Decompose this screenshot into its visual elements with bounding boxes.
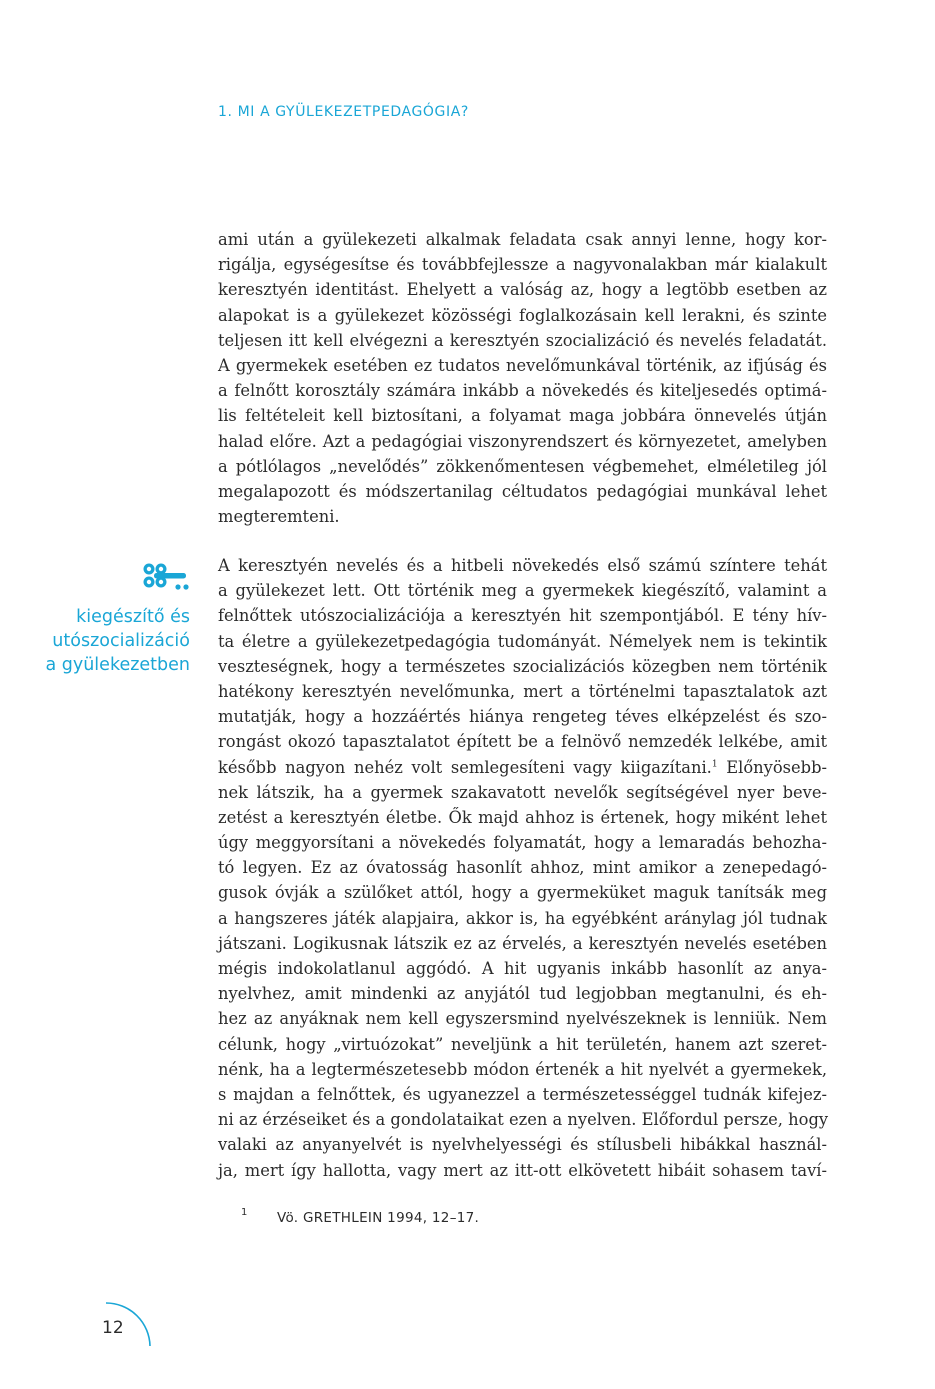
text-line: ta életre a gyülekezetpedagógia tudományát. Némelyek nem is tekintik — [218, 631, 827, 651]
text-line: felnőttek utószocializációja a keresztyén hit szempontjából. E tény hív- — [218, 606, 827, 626]
footnote-text: Vö. GRETHLEIN 1994, 12–17. — [277, 1210, 480, 1226]
text-line: rigálja, egységesítse és továbbfejlessze a nagyvonalakban már kialakult — [218, 255, 827, 275]
margin-note-line: utószocializáció — [52, 631, 190, 651]
text-line: hatékony keresztyén nevelőmunka, mert a történelmi tapasztalatok azt — [218, 681, 827, 701]
text-line: a felnőtt korosztály számára inkább a növekedés és kiteljesedés optimá- — [218, 381, 827, 401]
paragraph-2 — [218, 553, 827, 1183]
text-line: veszteségnek, hogy a természetes szocializációs közegben nem történik — [218, 656, 827, 676]
text-line: ja, mert így hallotta, vagy mert az itt-ott elkövetett hibáit sohasem taví- — [218, 1160, 827, 1180]
footnote-number: 1 — [241, 1207, 248, 1218]
text-line: célunk, hogy „virtuózokat” neveljünk a hit területén, hanem azt szeret- — [218, 1034, 827, 1054]
footnote-reference[interactable]: 1 — [711, 759, 718, 770]
text-line: a gyülekezet lett. Ott történik meg a gyermekek kiegészítő, valamint a — [218, 581, 827, 601]
text-line: rongást okozó tapasztalatot épített be a felnövő nemzedék lelkébe, amit — [218, 732, 827, 752]
text-line: A gyermekek esetében ez tudatos nevelőmunkával történik, az ifjúság és — [218, 355, 827, 375]
text-line: nénk, ha a legtermészetesebb módon értenék a hit nyelvét a gyermekek, — [218, 1059, 827, 1079]
text-line-tail: Előnyösebb- — [726, 757, 827, 777]
text-line: hez az anyáknak nem kell egyszersmind nyelvészeknek is lenniük. Nem — [218, 1009, 827, 1029]
text-line: megteremteni. — [218, 507, 340, 527]
text-line: gusok óvják a szülőket attól, hogy a gyermeküket maguk tanítsák meg — [218, 883, 827, 903]
text-line: mégis indokolatlanul aggódó. A hit ugyanis inkább hasonlít az anya- — [218, 959, 827, 978]
text-line: keresztyén identitást. Ehelyett a valóság az, hogy a legtöbb esetben az — [218, 280, 827, 300]
text-line-head: később nagyon nehéz volt semlegesíteni vagy kiigazítani. — [218, 757, 712, 777]
text-line: lis feltételeit kell biztosítani, a folyamat maga jobbára önnevelés útján — [218, 406, 827, 426]
text-line: nyelvhez, amit mindenki az anyjától tud legjobban megtanulni, és eh- — [218, 984, 827, 1004]
key-icon — [140, 558, 192, 594]
text-line — [218, 755, 827, 780]
text-line: teljesen itt kell elvégezni a keresztyén szocializáció és nevelés feladatát. — [218, 330, 827, 350]
text-line: halad előre. Azt a pedagógiai viszonyrendszert és környezetet, amelyben — [218, 431, 827, 451]
text-line: a hangszeres játék alapjaira, akkor is, ha egyébként aránylag jól tudnak — [218, 908, 827, 928]
text-line: úgy meggyorsítani a növekedés folyamatát, hogy a lemaradás behozha- — [218, 833, 827, 853]
text-line: A keresztyén nevelés és a hitbeli növekedés első számú színtere tehát — [218, 556, 827, 575]
paragraph-1 — [218, 227, 827, 529]
margin-note-line: a gyülekezetben — [45, 655, 190, 675]
margin-note — [10, 605, 190, 677]
page-number: 12 — [102, 1318, 124, 1338]
text-line: mutatják, hogy a hozzáértés hiánya rengeteg téves elképzelést és szo- — [218, 707, 827, 727]
text-line: s majdan a felnőttek, és ugyanezzel a természetességgel tudnák kifejez- — [218, 1084, 827, 1104]
text-line: a pótlólagos „nevelődés” zökkenőmentesen végbemehet, elméletileg jól — [218, 456, 827, 476]
margin-note-line: kiegészítő és — [76, 607, 190, 627]
text-line: tó legyen. Ez az óvatosság hasonlít ahhoz, mint amikor a zenepedagó- — [218, 858, 827, 878]
chapter-header: 1. MI A GYÜLEKEZETPEDAGÓGIA? — [218, 104, 469, 120]
text-line: zetést a keresztyén életbe. Ők majd ahhoz is értenek, hogy miként lehet — [218, 807, 827, 827]
text-line: játszani. Logikusnak látszik ez az érvelés, a keresztyén nevelés esetében — [218, 933, 827, 953]
text-line: alapokat is a gyülekezet közösségi foglalkozásain kell lerakni, és szinte — [218, 305, 827, 325]
text-line: nek látszik, ha a gyermek szakavatott nevelők segítségével nyer beve- — [218, 782, 827, 802]
text-line: ni az érzéseiket és a gondolataikat ezen a nyelven. Előfordul persze, hogy — [218, 1110, 829, 1130]
text-line: valaki az anyanyelvét is nyelvhelyességi és stílusbeli hibákkal használ- — [218, 1135, 827, 1155]
text-line: ami után a gyülekezeti alkalmak feladata csak annyi lenne, hogy kor- — [218, 230, 827, 249]
text-line: megalapozott és módszertanilag céltudatos pedagógiai munkával lehet — [218, 481, 827, 501]
